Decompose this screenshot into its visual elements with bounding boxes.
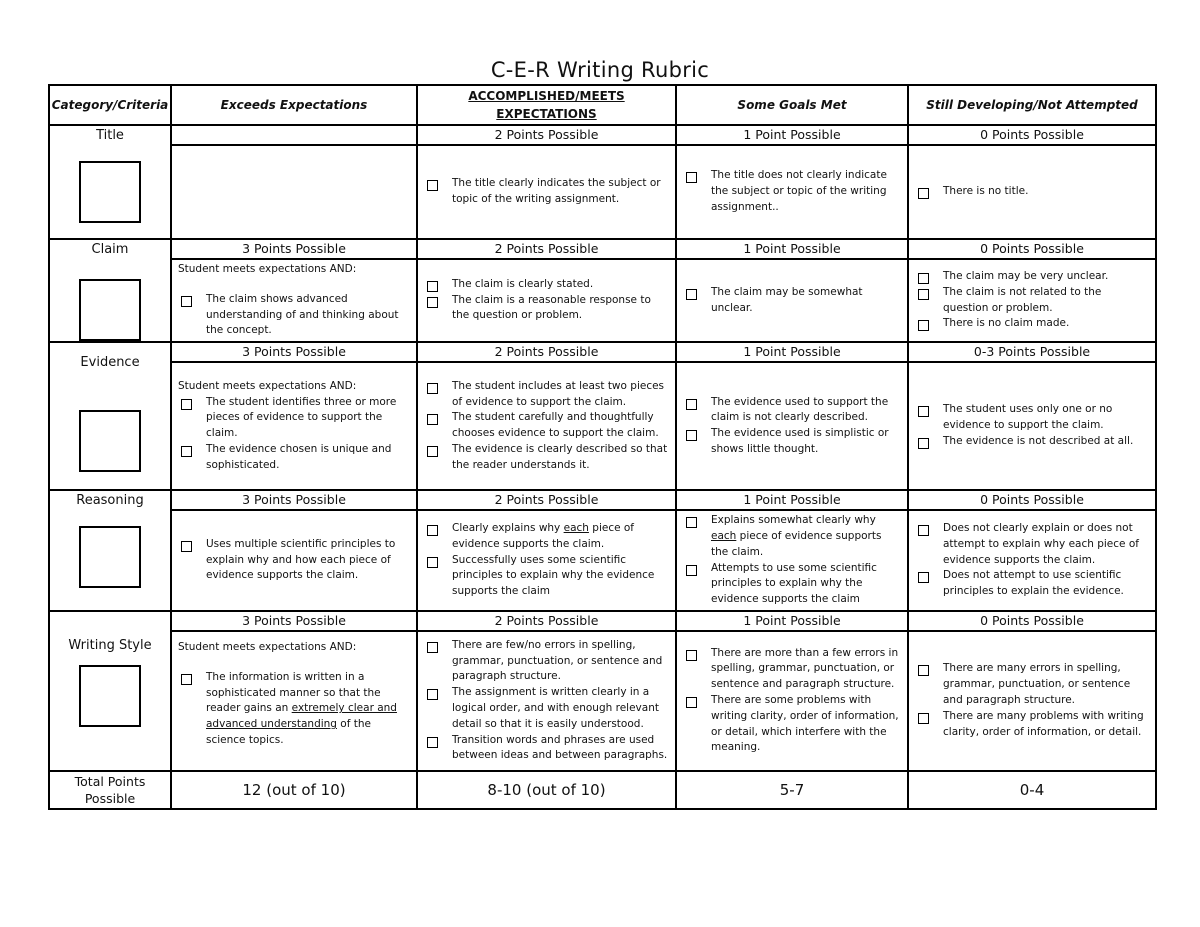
- category-label: Claim: [91, 242, 129, 257]
- points-label: 1 Point Possible: [676, 125, 908, 145]
- criterion-text: piece of evidence supports the claim.: [711, 529, 882, 558]
- criteria-intro: Student meets expectations AND:: [178, 640, 357, 653]
- criterion-item: [424, 685, 669, 732]
- criteria-cell: [908, 510, 1156, 611]
- criterion-text: Attempts to use some scientific principles to explain why the evidence supports the claim: [711, 561, 877, 606]
- criterion-item: [424, 410, 669, 442]
- checkbox[interactable]: [918, 320, 929, 331]
- criterion-item: [915, 568, 1149, 600]
- checkbox[interactable]: [427, 737, 438, 748]
- category-label: Writing Style: [68, 637, 152, 653]
- points-label: 0 Points Possible: [908, 125, 1156, 145]
- total-exceeds: 12 (out of 10): [171, 771, 417, 809]
- category-reasoning: [49, 490, 171, 611]
- checkbox[interactable]: [181, 674, 192, 685]
- criterion-item: [915, 434, 1149, 450]
- points-label: 3 Points Possible: [171, 490, 417, 510]
- points-label: 2 Points Possible: [417, 611, 676, 631]
- points-label: 2 Points Possible: [417, 490, 676, 510]
- criterion-text: Does not attempt to use scientific principles to explain the evidence.: [943, 569, 1124, 598]
- checkbox[interactable]: [918, 665, 929, 676]
- criterion-text: The student uses only one or no evidence to support the claim.: [943, 403, 1113, 432]
- category-label: Title: [96, 128, 124, 143]
- criterion-text: Explains somewhat clearly why: [711, 514, 876, 527]
- checkbox[interactable]: [427, 180, 438, 191]
- criterion-item: [915, 184, 1149, 200]
- title-points-row: [49, 125, 1156, 145]
- reasoning-criteria-row: [49, 510, 1156, 611]
- claim-criteria-row: [49, 259, 1156, 342]
- checkbox[interactable]: [686, 430, 697, 441]
- score-box[interactable]: [79, 526, 141, 588]
- points-label: 1 Point Possible: [676, 611, 908, 631]
- points-label: 1 Point Possible: [676, 490, 908, 510]
- category-claim: [49, 239, 171, 342]
- total-some-goals: 5-7: [676, 771, 908, 809]
- criterion-item: [915, 269, 1149, 285]
- checkbox[interactable]: [427, 383, 438, 394]
- criterion-item: [424, 176, 669, 208]
- criteria-cell: [676, 145, 908, 239]
- criteria-cell: [676, 362, 908, 490]
- reasoning-points-row: [49, 490, 1156, 510]
- criterion-text: The claim is a reasonable response to the question or problem.: [452, 293, 651, 322]
- checkbox[interactable]: [918, 188, 929, 199]
- checkbox[interactable]: [686, 172, 697, 183]
- checkbox[interactable]: [427, 689, 438, 700]
- criterion-text: There are many problems with writing clarity, order of information, or detail.: [943, 709, 1144, 738]
- style-points-row: [49, 611, 1156, 631]
- criterion-text: Successfully uses some scientific principles to explain why the evidence supports the claim: [452, 553, 655, 598]
- criterion-item: [424, 553, 669, 600]
- total-points-label: Total Points Possible: [49, 771, 171, 809]
- criterion-text: The student carefully and thoughtfully chooses evidence to support the claim.: [452, 411, 659, 440]
- emphasis-text: each: [563, 522, 589, 535]
- title-criteria-row: [49, 145, 1156, 239]
- points-label: 0-3 Points Possible: [908, 342, 1156, 362]
- criterion-item: [683, 426, 901, 458]
- criterion-item: [683, 513, 901, 560]
- category-title: [49, 125, 171, 239]
- checkbox[interactable]: [181, 399, 192, 410]
- points-label: 0 Points Possible: [908, 490, 1156, 510]
- criterion-item: [424, 379, 669, 411]
- criteria-cell: [171, 259, 417, 342]
- checkbox[interactable]: [427, 281, 438, 292]
- category-label: Reasoning: [76, 493, 144, 509]
- criterion-text: There are more than a few errors in spelling, grammar, punctuation, or sentence and paragraph structure.: [711, 646, 899, 691]
- checkbox[interactable]: [918, 572, 929, 583]
- category-writing-style: [49, 611, 171, 771]
- score-box[interactable]: [79, 410, 141, 472]
- criterion-item: [178, 442, 410, 474]
- criterion-item: [424, 293, 669, 325]
- criterion-text: The title clearly indicates the subject or topic of the writing assignment.: [452, 177, 661, 205]
- criterion-item: [178, 292, 410, 339]
- score-box[interactable]: [79, 665, 141, 727]
- criterion-text: Uses multiple scientific principles to explain why and how each piece of evidence supports the claim.: [206, 537, 396, 582]
- criteria-intro: Student meets expectations AND:: [178, 263, 357, 275]
- criterion-text: Transition words and phrases are used between ideas and between paragraphs.: [452, 733, 668, 762]
- header-exceeds: Exceeds Expectations: [171, 85, 417, 125]
- score-box[interactable]: [79, 161, 141, 223]
- criterion-item: [683, 561, 901, 608]
- checkbox[interactable]: [918, 273, 929, 284]
- evidence-points-row: [49, 342, 1156, 362]
- criterion-item: [683, 646, 901, 693]
- checkbox[interactable]: [686, 289, 697, 300]
- checkbox[interactable]: [181, 446, 192, 457]
- checkbox[interactable]: [918, 289, 929, 300]
- criterion-text: piece of evidence supports the claim.: [452, 522, 635, 550]
- checkbox[interactable]: [686, 697, 697, 708]
- points-label: 2 Points Possible: [417, 239, 676, 259]
- criterion-item: [915, 285, 1149, 317]
- points-label: 2 Points Possible: [417, 125, 676, 145]
- criterion-item: [915, 316, 1149, 332]
- header-developing: Still Developing/Not Attempted: [908, 85, 1156, 125]
- criterion-item: [424, 442, 669, 474]
- criterion-item: [683, 395, 901, 427]
- checkbox[interactable]: [427, 414, 438, 425]
- criterion-text: The evidence is clearly described so that the reader understands it.: [452, 442, 668, 471]
- criteria-cell: [417, 631, 676, 771]
- criterion-text: The title does not clearly indicate the subject or topic of the writing assignment..: [711, 169, 887, 213]
- criterion-text: The evidence is not described at all.: [943, 435, 1134, 448]
- criterion-text: There is no title.: [943, 185, 1029, 198]
- criterion-text: The claim may be very unclear.: [943, 270, 1109, 282]
- header-row: [49, 85, 1156, 125]
- score-box[interactable]: [79, 279, 141, 341]
- points-label: 3 Points Possible: [171, 611, 417, 631]
- checkbox[interactable]: [181, 541, 192, 552]
- checkbox[interactable]: [686, 650, 697, 661]
- criterion-text: The student includes at least two pieces of evidence to support the claim.: [452, 379, 665, 408]
- emphasis-text: each: [711, 529, 737, 542]
- checkbox[interactable]: [427, 642, 438, 653]
- criterion-text: of the science topics.: [206, 718, 371, 746]
- points-label: 3 Points Possible: [171, 239, 417, 259]
- points-label: 2 Points Possible: [417, 342, 676, 362]
- criterion-item: [424, 277, 669, 293]
- criteria-cell: [908, 145, 1156, 239]
- claim-points-row: [49, 239, 1156, 259]
- criterion-item: [424, 733, 669, 765]
- criterion-text: The claim may be somewhat unclear.: [711, 285, 863, 314]
- criteria-cell: [676, 259, 908, 342]
- criterion-item: [683, 168, 901, 215]
- page-title: C-E-R Writing Rubric: [490, 58, 710, 82]
- checkbox[interactable]: [686, 517, 697, 528]
- header-accomplished: ACCOMPLISHED/MEETS EXPECTATIONS: [417, 85, 676, 125]
- header-category: Category/Criteria: [49, 85, 171, 125]
- points-label: 1 Point Possible: [676, 239, 908, 259]
- points-label: 0 Points Possible: [908, 239, 1156, 259]
- criteria-cell: [171, 631, 417, 771]
- criterion-text: There are some problems with writing clarity, order of information, or detail, which interfere with the meaning.: [711, 694, 899, 754]
- checkbox[interactable]: [686, 565, 697, 576]
- points-label: 0 Points Possible: [908, 611, 1156, 631]
- checkbox[interactable]: [427, 446, 438, 457]
- criterion-text: The evidence used to support the claim is not clearly described.: [711, 395, 889, 424]
- criterion-item: [178, 395, 410, 442]
- checkbox[interactable]: [427, 297, 438, 308]
- criteria-cell: [676, 631, 908, 771]
- checkbox[interactable]: [686, 399, 697, 410]
- criteria-cell: [908, 362, 1156, 490]
- criteria-cell: [417, 145, 676, 239]
- criterion-item: [178, 670, 410, 749]
- criterion-item: [424, 521, 669, 553]
- criterion-text: There are many errors in spelling, grammar, punctuation, or sentence and paragraph structure.: [943, 662, 1131, 707]
- criteria-cell: [417, 362, 676, 490]
- criterion-item: [178, 537, 410, 584]
- total-developing: 0-4: [908, 771, 1156, 809]
- criterion-item: [915, 402, 1149, 434]
- criteria-cell: [908, 259, 1156, 342]
- criterion-text: The assignment is written clearly in a logical order, and with enough relevant detail so that it is easily understood.: [452, 686, 659, 730]
- evidence-criteria-row: [49, 362, 1156, 490]
- criterion-text: Clearly explains why: [452, 522, 564, 535]
- checkbox[interactable]: [427, 525, 438, 536]
- points-label: 3 Points Possible: [171, 342, 417, 362]
- criteria-cell: [171, 145, 417, 239]
- criterion-text: There are few/no errors in spelling, grammar, punctuation, or sentence and paragraph structure.: [452, 638, 663, 683]
- criteria-cell: [417, 259, 676, 342]
- criterion-text: The evidence used is simplistic or shows little thought.: [711, 427, 889, 455]
- points-label: [171, 125, 417, 145]
- checkbox[interactable]: [918, 438, 929, 449]
- totals-row: [49, 771, 1156, 809]
- total-accomplished: 8-10 (out of 10): [417, 771, 676, 809]
- checkbox[interactable]: [427, 557, 438, 568]
- checkbox[interactable]: [918, 525, 929, 536]
- criteria-cell: [417, 510, 676, 611]
- criteria-cell: [171, 362, 417, 490]
- checkbox[interactable]: [181, 296, 192, 307]
- checkbox[interactable]: [918, 406, 929, 417]
- style-criteria-row: [49, 631, 1156, 771]
- criterion-text: The evidence chosen is unique and sophisticated.: [206, 442, 392, 471]
- criterion-text: The claim is not related to the question or problem.: [943, 285, 1102, 314]
- criterion-item: [915, 709, 1149, 741]
- criterion-item: [683, 693, 901, 756]
- criteria-cell: [171, 510, 417, 611]
- criterion-text: The information is written in a sophisticated manner so that the reader gains an: [206, 670, 381, 715]
- emphasis-text: extremely clear and advanced understanding: [206, 702, 397, 731]
- rubric-table: [48, 84, 1157, 810]
- criterion-text: There is no claim made.: [943, 317, 1070, 330]
- criterion-item: [683, 285, 901, 317]
- criterion-item: [915, 521, 1149, 568]
- checkbox[interactable]: [918, 713, 929, 724]
- criterion-text: The claim is clearly stated.: [452, 277, 594, 290]
- criterion-text: Does not clearly explain or does not attempt to explain why each piece of evidence supports the claim.: [943, 522, 1139, 566]
- criteria-cell: [908, 631, 1156, 771]
- criterion-text: The student identifies three or more pieces of evidence to support the claim.: [206, 395, 397, 440]
- criterion-text: The claim shows advanced understanding of and thinking about the concept.: [206, 292, 399, 337]
- criteria-intro: Student meets expectations AND:: [178, 379, 357, 392]
- points-label: 1 Point Possible: [676, 342, 908, 362]
- category-evidence: [49, 342, 171, 490]
- header-some-goals: Some Goals Met: [676, 85, 908, 125]
- criteria-cell: [676, 510, 908, 611]
- criterion-item: [915, 661, 1149, 708]
- category-label: Evidence: [80, 355, 140, 371]
- criterion-item: [424, 638, 669, 685]
